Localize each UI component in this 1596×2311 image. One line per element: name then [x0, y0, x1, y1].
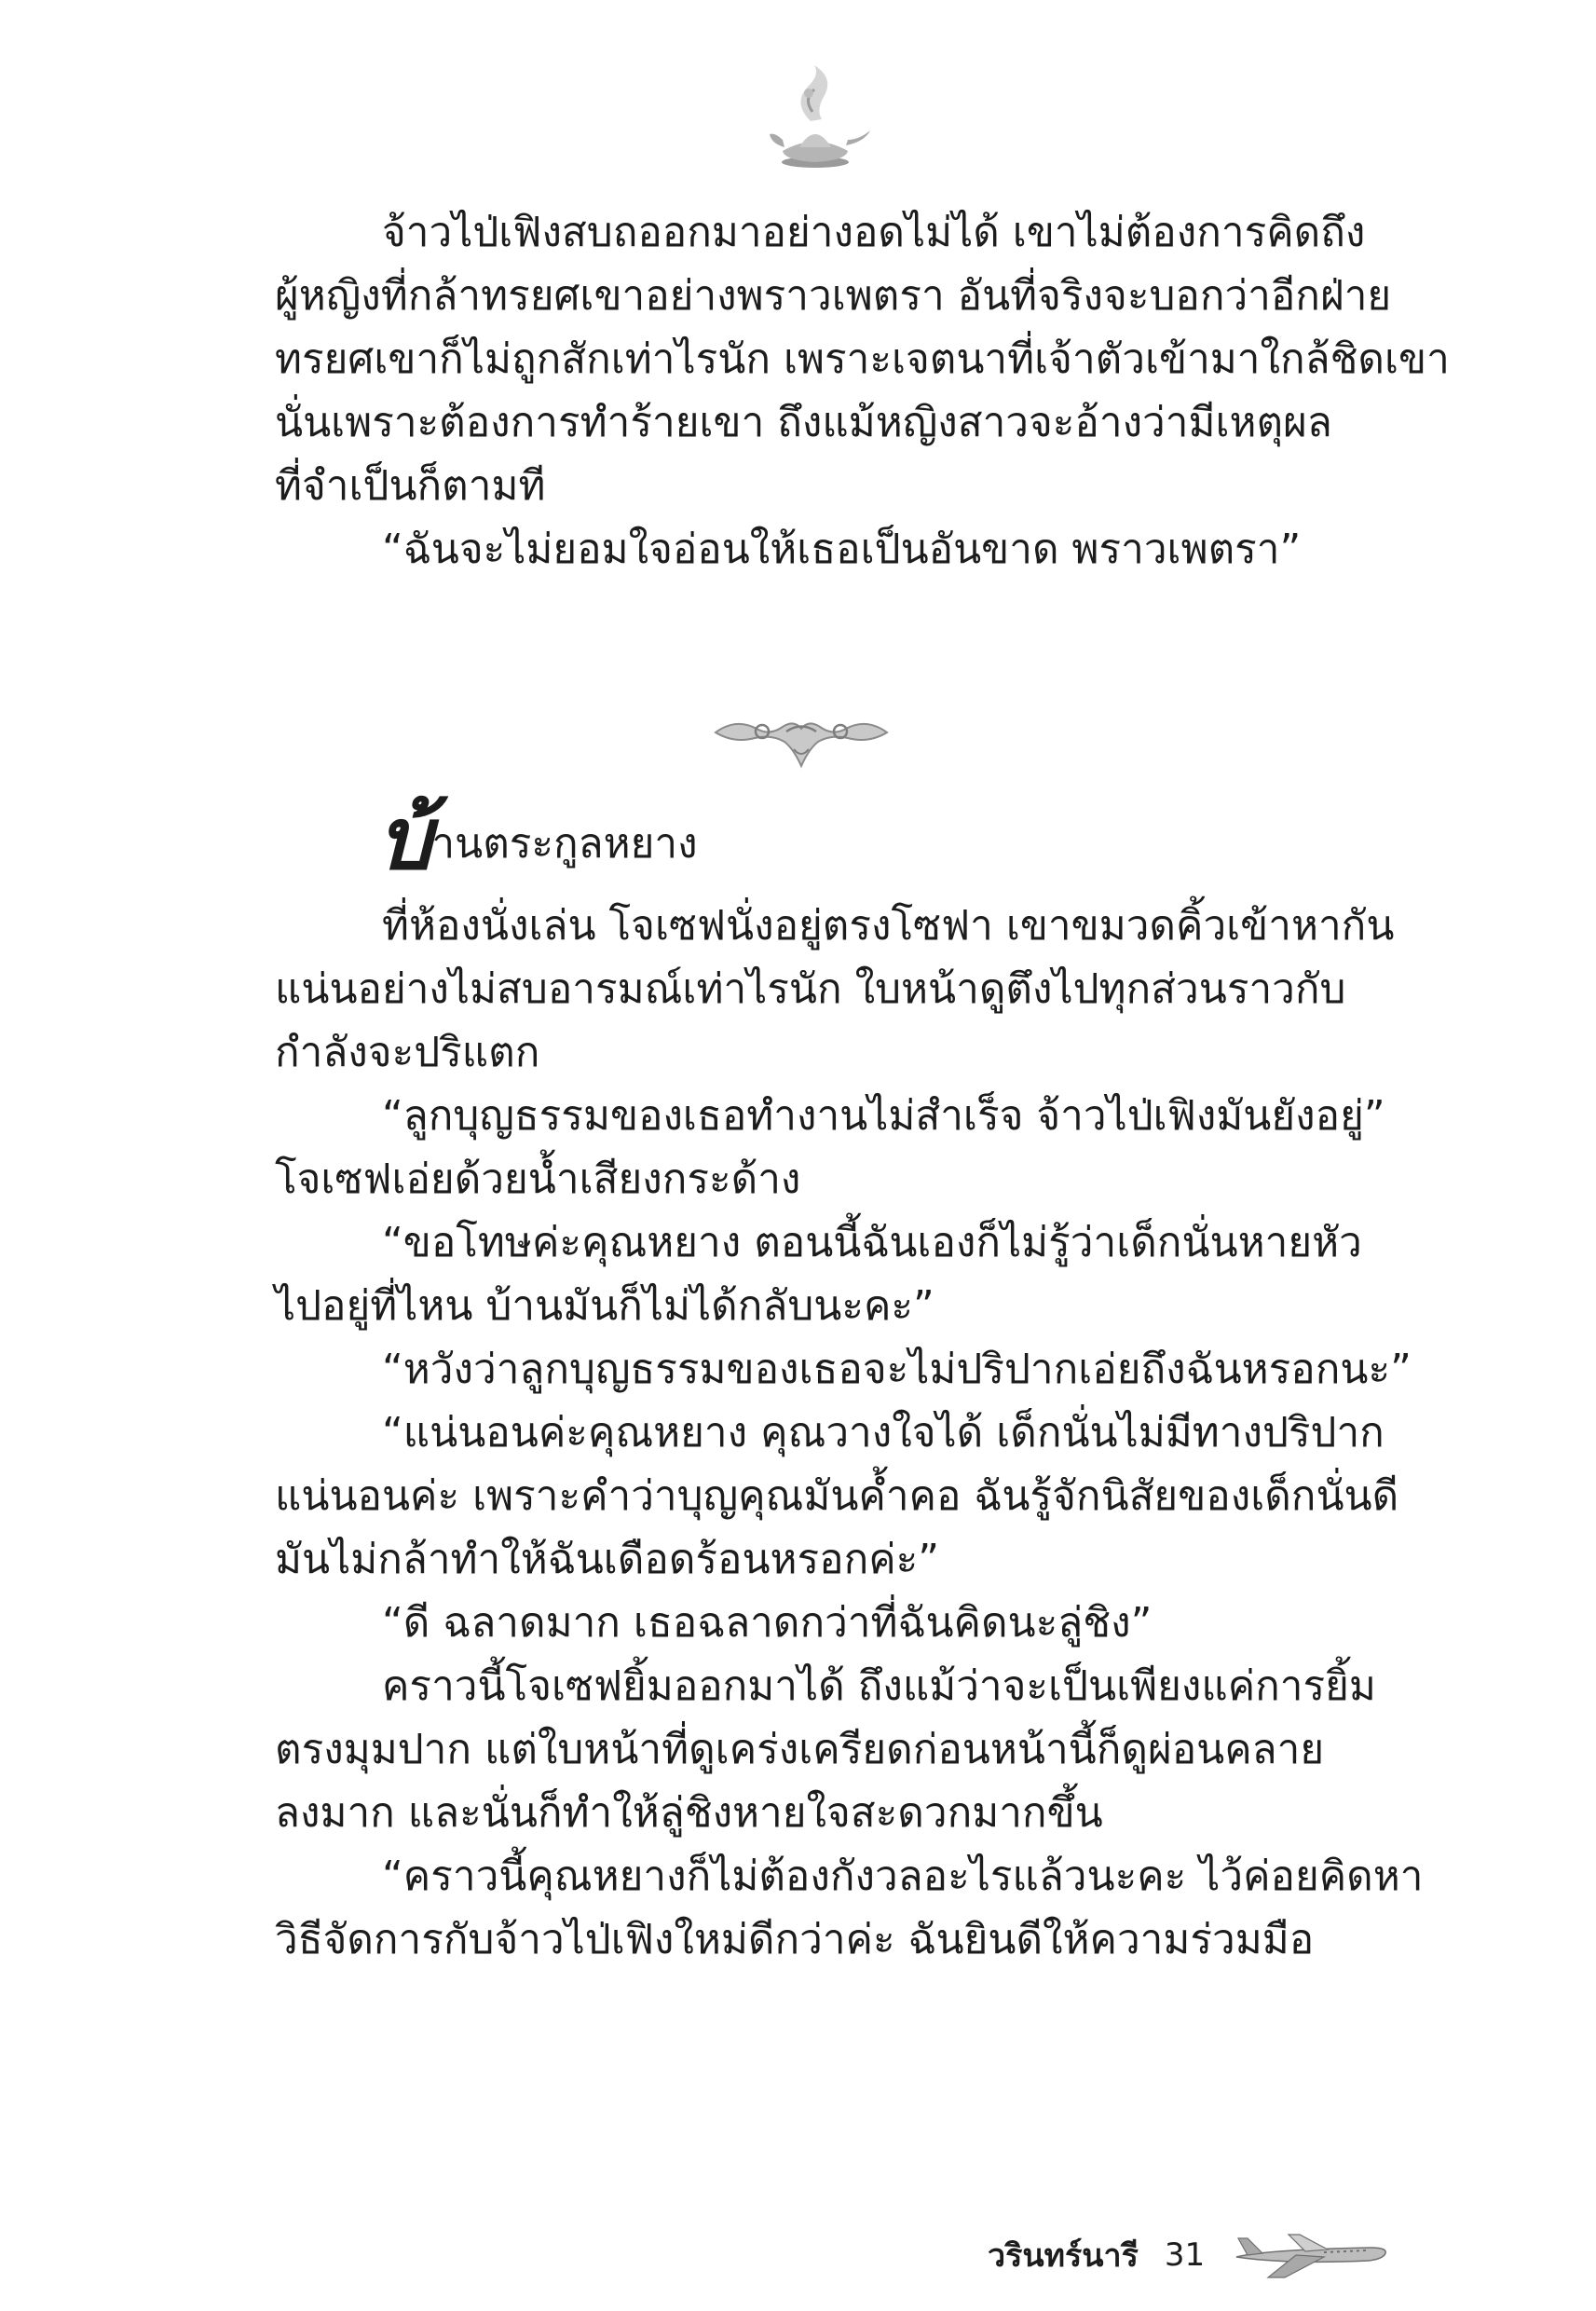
body-line: “ลูกบุญธรรมของเธอทำงานไม่สำเร็จ จ้าวไป่เฟิงมันยังอยู่”	[382, 1092, 1385, 1140]
body-line: ไปอยู่ที่ไหน บ้านมันก็ไม่ได้กลับนะคะ”	[275, 1282, 934, 1330]
opening-paragraphs	[275, 201, 1450, 581]
drop-cap-rest: านตระกูลหยาง	[431, 820, 698, 868]
body-line: ตรงมุมปาก แต่ใบหน้าที่ดูเคร่งเครียดก่อนหน้านี้ก็ดูผ่อนคลาย	[275, 1726, 1325, 1773]
body-line: “แน่นอนค่ะคุณหยาง คุณวางใจได้ เด็กนั่นไม่มีทางปริปาก	[382, 1409, 1385, 1456]
body-line: “ดี ฉลาดมาก เธอฉลาดกว่าที่ฉันคิดนะลู่ชิง”	[382, 1599, 1153, 1647]
opening-line: ทรยศเขาก็ไม่ถูกสักเท่าไรนัก เพราะเจตนาที่เจ้าตัวเข้ามาใกล้ชิดเขา	[275, 335, 1450, 383]
opening-line: ที่จำเป็นก็ตามที	[275, 462, 546, 510]
body-line: กำลังจะปริแตก	[275, 1029, 540, 1076]
opening-line: นั่นเพราะต้องการทำร้ายเขา ถึงแม้หญิงสาวจะอ้างว่ามีเหตุผล	[275, 399, 1332, 446]
body-line: แน่นอนค่ะ เพราะคำว่าบุญคุณมันค้ำคอ ฉันรู้จักนิสัยของเด็กนั่นดี	[275, 1472, 1399, 1520]
body-line: มันไม่กล้าทำให้ฉันเดือดร้อนหรอกค่ะ”	[275, 1536, 940, 1583]
body-line: “ขอโทษค่ะคุณหยาง ตอนนี้ฉันเองก็ไม่รู้ว่าเด็กนั่นหายหัว	[382, 1219, 1362, 1266]
opening-line: ผู้หญิงที่กล้าทรยศเขาอย่างพราวเพตรา อันที่จริงจะบอกว่าอีกฝ่าย	[275, 272, 1392, 320]
opening-line: จ้าวไป่เฟิงสบถออกมาอย่างอดไม่ได้ เขาไม่ต้องการคิดถึง	[382, 209, 1366, 256]
ornament-divider-icon	[708, 701, 894, 785]
opening-line: “ฉันจะไม่ยอมใจอ่อนให้เธอเป็นอันขาด พราวเพตรา”	[382, 526, 1302, 573]
airplane-icon	[1231, 2227, 1389, 2283]
section-opening-line	[377, 788, 698, 889]
body-line: โจเซฟเอ่ยด้วยน้ำเสียงกระด้าง	[275, 1156, 801, 1203]
body-line: แน่นอย่างไม่สบอารมณ์เท่าไรนัก ใบหน้าดูตึงไปทุกส่วนราวกับ	[275, 965, 1346, 1013]
body-line: “หวังว่าลูกบุญธรรมของเธอจะไม่ปริปากเอ่ยถึงฉันหรอกนะ”	[382, 1346, 1412, 1393]
body-line: วิธีจัดการกับจ้าวไป่เฟิงใหม่ดีกว่าค่ะ ฉันยินดีให้ความร่วมมือ	[275, 1916, 1315, 1963]
main-paragraphs	[275, 895, 1424, 1972]
magic-lamp-icon	[755, 65, 876, 177]
body-line: “คราวนี้คุณหยางก็ไม่ต้องกังวลอะไรแล้วนะคะ ไว้ค่อยคิดหา	[382, 1853, 1424, 1900]
body-line: คราวนี้โจเซฟยิ้มออกมาได้ ถึงแม้ว่าจะเป็นเพียงแค่การยิ้ม	[382, 1662, 1376, 1710]
page-number: 31	[1164, 2236, 1206, 2274]
drop-cap: บ้	[377, 788, 432, 889]
page-footer	[988, 2222, 1389, 2288]
book-title: วรินทร์นารี	[988, 2237, 1139, 2275]
body-line: ลงมาก และนั่นก็ทำให้ลู่ชิงหายใจสะดวกมากขึ้น	[275, 1789, 1103, 1837]
body-line: ที่ห้องนั่งเล่น โจเซฟนั่งอยู่ตรงโซฟา เขาขมวดคิ้วเข้าหากัน	[382, 902, 1395, 950]
